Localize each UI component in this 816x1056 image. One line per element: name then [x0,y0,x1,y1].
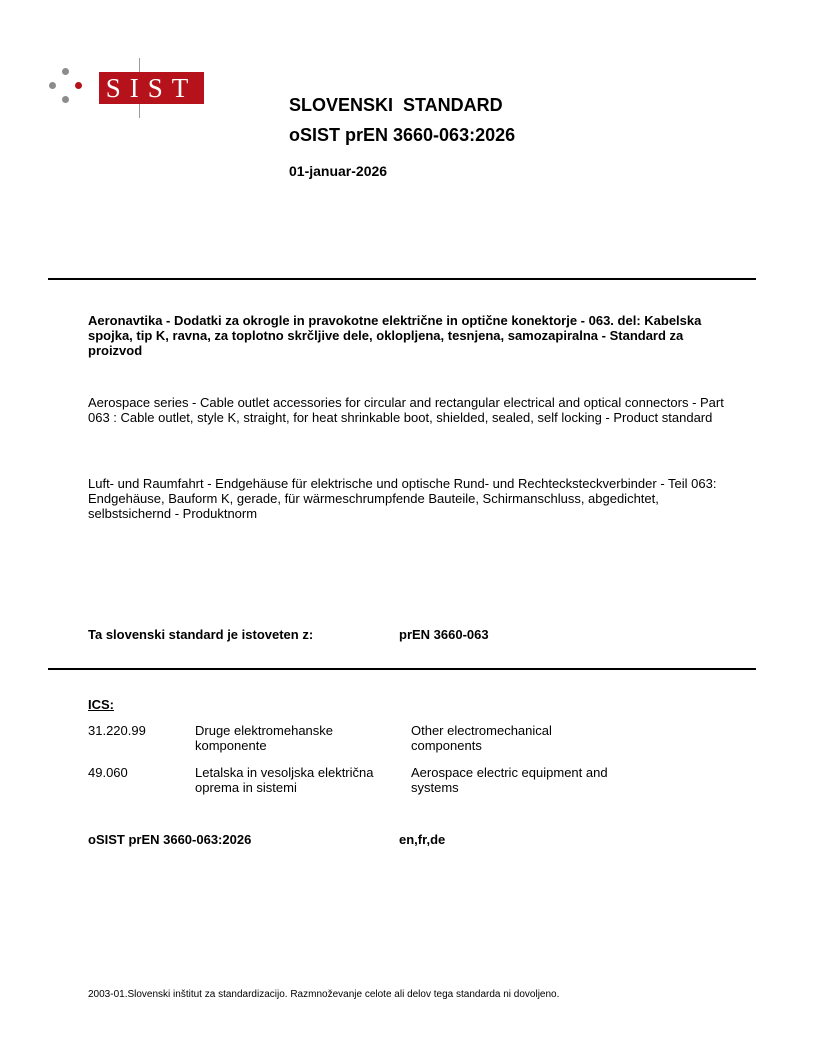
title-german: Luft- und Raumfahrt - Endgehäuse für elektrische und optische Rund- und Rechtecksteckverbinder - Teil 063: Endgehäuse, Bauform K, gerade, für wärmeschrumpfende Bauteile, Schirmanschluss, abgedichtet, selbstsichernd - Produktnorm [88,476,717,521]
title-slovenian: Aeronavtika - Dodatki za okrogle in pravokotne električne in optične konektorje - 063. del: Kabelska spojka, tip K, ravna, za toplotno skrčljive dele, oklopljena, tesnjena, samozapiralna - Standard za proizvod [88,313,702,358]
top-divider [48,278,756,280]
logo-dot-icon [62,68,69,75]
ics-slovenian: Letalska in vesoljska električna oprema in sistemi [195,765,374,795]
standard-date: 01-januar-2026 [289,163,388,179]
standard-title: SLOVENSKI STANDARD [289,95,503,115]
logo-dot-icon [75,82,82,89]
footer-code: oSIST prEN 3660-063:2026 [88,832,252,847]
footer-languages: en,fr,de [399,832,446,847]
ics-heading: ICS: [88,697,114,712]
logo-wordmark: SIST [99,72,204,104]
ics-english: Aerospace electric equipment and systems [411,765,608,795]
ics-slovenian: Druge elektromehanske komponente [195,723,334,753]
ics-code: 49.060 [88,765,128,780]
standard-code: oSIST prEN 3660-063:2026 [289,125,516,145]
logo-dot-icon [49,82,56,89]
copyright-notice: 2003-01.Slovenski inštitut za standardizacijo. Razmnoževanje celote ali delov tega standarda ni dovoljeno. [88,989,560,1000]
logo-dot-icon [62,96,69,103]
middle-divider [48,668,756,670]
identical-label: Ta slovenski standard je istoveten z: [88,627,314,642]
ics-code: 31.220.99 [88,723,146,738]
title-english: Aerospace series - Cable outlet accessories for circular and rectangular electrical and optical connectors - Part 063 : Cable outlet, style K, straight, for heat shrinkable boot, shielded, sealed, self locking - Product standard [88,395,724,425]
identical-value: prEN 3660-063 [399,627,489,642]
ics-english: Other electromechanical components [411,723,552,753]
